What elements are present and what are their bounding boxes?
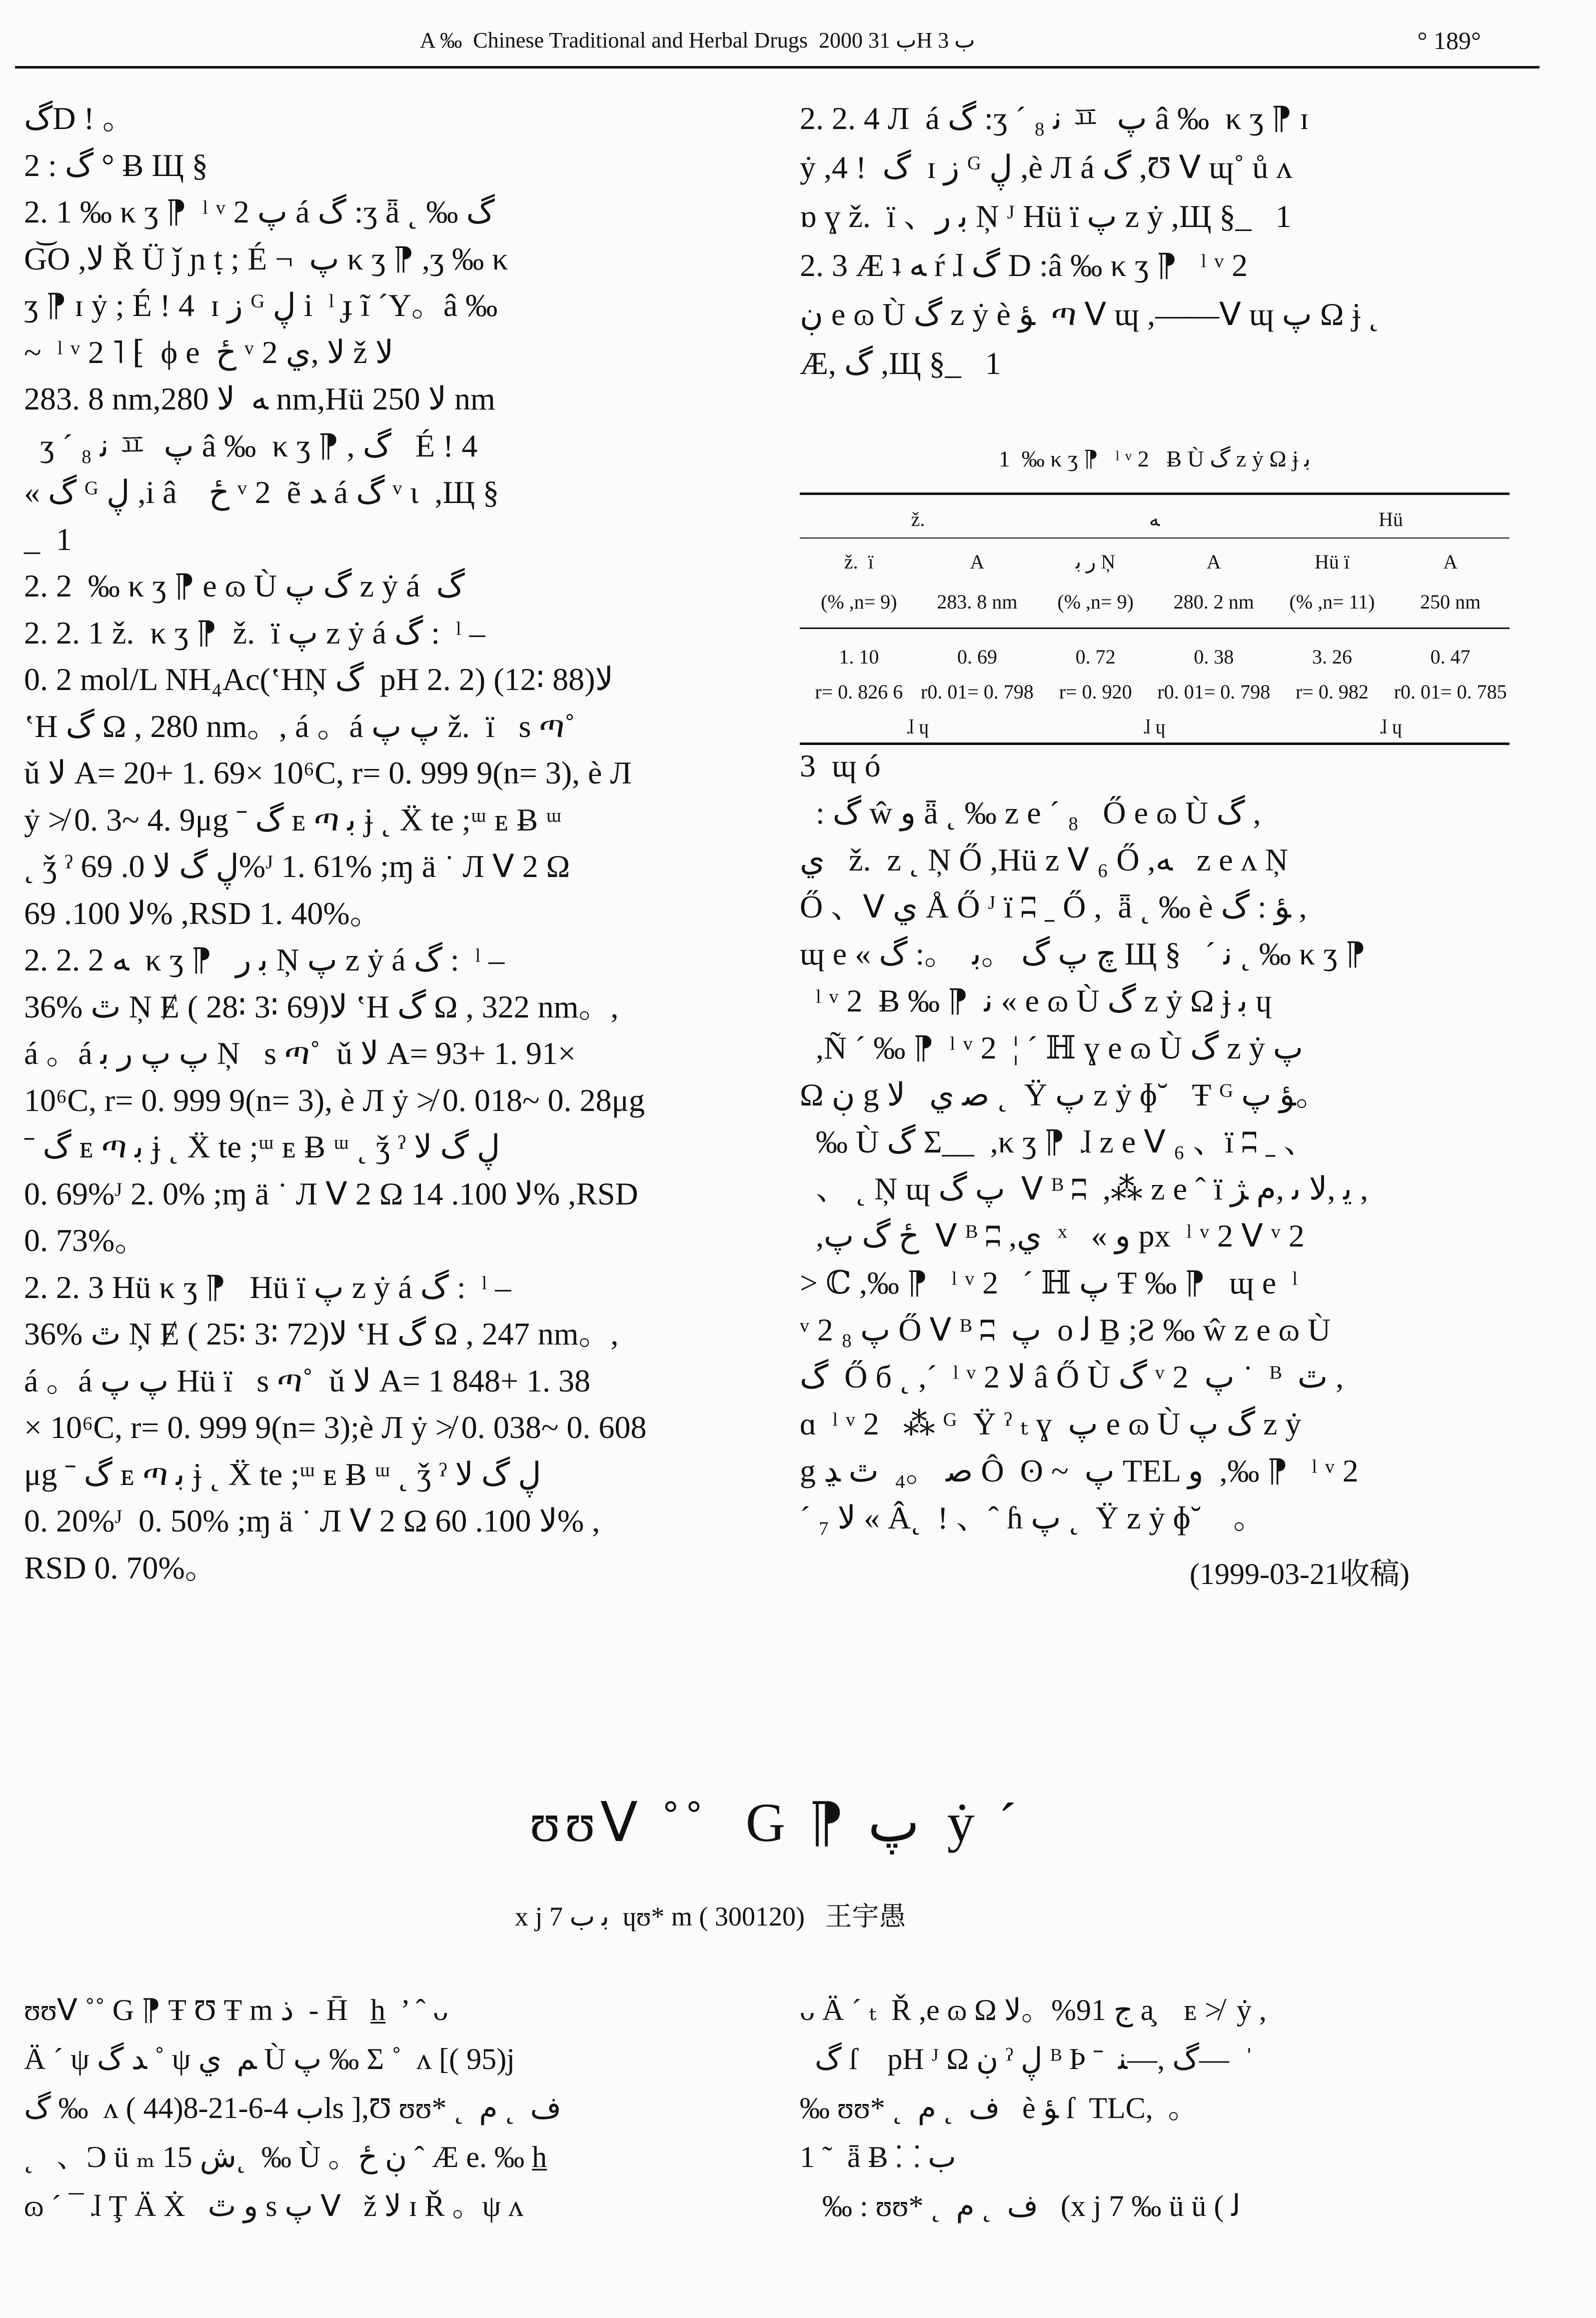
table-cell: 3. 26 (1312, 646, 1352, 668)
text-line: « گ ᴳ ڸ ,i â ځ ᵛ 2 ẽ ﺪ á گ ᵛ ι ,Щ § (24, 474, 499, 510)
received-date: (1999-03-21收稿) (1190, 1558, 1410, 1590)
table-column-header: A (1443, 550, 1458, 573)
text-line: 2. 2 ‰ κ ʒ ⁋ e ɷ Ù گ پ z ẏ á گ (24, 568, 465, 604)
text-line: ɑ ˡ ᵛ 2 ⁂ ᴳ Ÿ ˀ ₜ ɣ پ e ɷ Ù گ پ z ẏ (800, 1406, 1302, 1442)
table-group-header: ﻪ (1149, 508, 1160, 530)
table-footnote: ɺ ɥ (907, 716, 929, 738)
table-correlation-cell: r= 0. 982 (1296, 680, 1369, 703)
text-line: > ℂ ,‰ ⁋ ˡ ᵛ 2 ˊ ℍ پ Ŧ ‰ ⁋ ɰ e ˡ (800, 1265, 1298, 1300)
text-line: 10⁶C, r= 0. 999 9(n= 3), è Л ẏ ≯ 0. 018~ 0. 28μg (24, 1082, 645, 1118)
table-top-rule (800, 492, 1510, 495)
text-line: Ω ڹ g ﺻ ﻱ ﻻ ˛ Ÿ پ z ẏ ɸ˘ Ŧ ᴳ ﺆ پ。 (800, 1077, 1328, 1112)
text-line: Æ, گ ,Щ §_ 1 (800, 346, 1001, 381)
table-caption: 1 ‰ κ ʒ ⁋ ˡ ᵛ 2 Ƀ Ù گ z ẏ Ω ɉ ﺑ (998, 446, 1311, 472)
text-line: گ Ő б ˛ ,ˊ ˡ ᵛ 2 ﻻ â Ő Ù گ ᵛ 2 پ ˙ ᴮ ٿ , (800, 1359, 1344, 1394)
table-cell: 1. 10 (839, 646, 879, 668)
text-line: ˡ ᵛ 2 Ƀ ‰ ⁋ ﻧ « e ɷ Ù گ z ẏ Ω ɉ ﺑ ɥ (800, 983, 1272, 1018)
text-line: گ ſ pH ᴶ Ω ڹ ˀ ڸ ᴮ Ϸ ˉ گ ,—ﻨ— ˈ (800, 2042, 1254, 2076)
running-header-journal: A ‰ Chinese Traditional and Herbal Drugs 2000 ب 31H ب 3 (420, 28, 975, 52)
table-bottom-rule (800, 742, 1510, 745)
text-line: 283. 8 nm,ﻪ ﻻ 280 nm,Hü ﻻ 250 nm (24, 381, 495, 416)
table-unit-cell: (% ,n= 9) (821, 590, 897, 613)
table-footnote: ɺ ɥ (1144, 716, 1166, 738)
text-line: ᵛ 2 پ ₈ Ő ᐯ ᴮ ʭ پ o ﻟ Ḇ ;Ƨ ‰ ŵ z e ɷ Ù (800, 1312, 1331, 1348)
table-cell: 0. 69 (957, 646, 997, 668)
text-line: ˊ ₇ ﻻ « Â˛ ! 、ˆ ɦ پ ˛ Ÿ z ẏ ɸ˘ 。 (800, 1500, 1266, 1536)
text-line: ǔ ﻻ A= 20+ 1. 69× 10⁶C, r= 0. 999 9(n= 3), è Л (24, 755, 632, 790)
text-line: ﻱ ž. z ˛ Ņ Ő ,Hü z ᐯ ₆ Ő ,ﻪ z e ʌ Ņ (800, 842, 1288, 878)
table-column-header: A (1206, 550, 1221, 573)
text-line: 36% ٿ Ņ Ɇ ( 28∶ 3∶ 69)ﻻ ʽH گ Ω , 322 nm。, (24, 988, 619, 1024)
table-column-header: Hü ï (1314, 550, 1350, 573)
text-line: ʒ ´ ₈ ﻧ ㅍ پ â ‰ κ ʒ ⁋ , گ É ! 4 (24, 428, 478, 464)
text-line: 0. 2 mol/L NH₄Ac(ʽHŅ گ pH 2. 2) (12∶ 88)ﻻ (24, 662, 614, 697)
table-group-header: Hü (1379, 508, 1403, 530)
table-cell: 0. 72 (1075, 646, 1116, 668)
table-correlation-cell: r0. 01= 0. 785 (1394, 680, 1507, 703)
text-line: ẏ ≯ 0. 3~ 4. 9μg ˉ گ ᴇ ጣ ﺑ ɉ ˛ Ẍ te ;ᵚ ᴇ Ƀ ᵚ (24, 802, 562, 838)
text-line: Ő 、ᐯ ﻱ Å Ő ᴶ ï ʭ ˍ Ő , ǟ ˛ ‰ è ﺆ : گ , (800, 889, 1307, 924)
article2-author: x j 7 ﺑ ب ɥʊ* m ( 300120) 王宇愚 (515, 1902, 906, 1932)
text-line: 2. 2. 3 Hü κ ʒ ⁋ Hü ï پ z ẏ á گ : ˡ – (24, 1269, 511, 1305)
table-correlation-cell: r= 0. 920 (1059, 680, 1132, 703)
text-line: _ 1 (24, 521, 72, 557)
text-line: ,ځ گ پ ᐯ ᴮ ʭ ,ﻱ ˣ « ﻭ px ˡ ᵛ 2 ᐯ ᵛ 2 (800, 1218, 1305, 1254)
text-line: ˛ ǯ ˀ ڸ گ ﻻ 0. 69%ᴶ 1. 61% ;ɱ ä ˙ Л ᐯ 2 Ω (24, 848, 570, 884)
text-line: ɒ ɣ ž. ï 、ﺑ ﺭ Ņ ᴶ Hü ï پ z ẏ ,Щ §_ 1 (800, 198, 1292, 234)
page-number: ° 189° (1417, 26, 1481, 54)
text-line: 0. 20%ᴶ 0. 50% ;ɱ ä ˙ Л ᐯ 2 Ω ﻻ 100. 60% , (24, 1503, 600, 1538)
text-line: ˛ 、Ɔ ü ₘ ﺵ 15˛ ‰ Ù 。ڹ ځ ˆ Æ e. ‰ h̲ (24, 2140, 547, 2174)
text-line: 2. 2. 2 ﻪ κ ʒ ⁋ ﺑ ﺭ Ņ پ z ẏ á گ : ˡ – (24, 942, 505, 978)
text-line: RSD 0. 70%。 (24, 1550, 217, 1586)
text-line: á 。á پ پ ﺭ ﺑ Ņ s ጣ˚ ǔ ﻻ A= 93+ 1. 91× (24, 1036, 576, 1071)
article2-title: ʊʊᐯ ˚˚ G ⁋ پ ẏ ˊ (530, 1792, 1022, 1853)
text-line: ڹ e ɷ Ù گ z ẏ è ﺆ ጣ ᐯ ɰ ,——ᐯ ɰ پ Ω ɉ ˛ (800, 296, 1380, 332)
text-line: ɰ e « چ پ گ 。ﺑ 。: گ Щ § ´ ﻧ ˛ ‰ κ ʒ ⁋ (800, 936, 1366, 972)
text-line: : گ ŵ ﻭ ǟ ˛ ‰ z e ´ ₈ Ő e ɷ Ù گ , (800, 795, 1261, 830)
table-correlation-cell: r0. 01= 0. 798 (921, 680, 1034, 703)
text-line: 2. 3 Æ ʇ ﻪ ŕ ɺ گ D :â ‰ κ ʒ ⁋ ˡ ᵛ 2 (800, 248, 1248, 283)
table-correlation-cell: r= 0. 826 6 (815, 680, 903, 703)
text-line: ‰ ʊʊ* ˛ ﻑ ˛ ﻡ è ﺆ ſ TLC, 。 (800, 2092, 1198, 2124)
table-header-rule (800, 628, 1510, 629)
text-line: ‰ : ʊʊ* ˛ ﻑ ˛ ﻡ (x j 7 ‰ ü ü ( ﻟ (800, 2190, 1241, 2222)
text-line: ʊʊᐯ ˚˚ G ⁋ Ŧ Ʊ Ŧ m ﺫ - H̄ h̲ ’ ˆ ᴗ (24, 1994, 448, 2026)
text-line: 0. 73%。 (24, 1222, 147, 1258)
table-correlation-cell: r0. 01= 0. 798 (1157, 680, 1271, 703)
table-column-header: ﺭ ﺑ Ņ (1075, 550, 1116, 573)
table-unit-cell: (% ,n= 11) (1289, 590, 1375, 613)
text-line: ‰ Ù گ Σ__ ,κ ʒ ⁋ ɺ z e ᐯ ₆ 、ï ʭ ˍ 、 (800, 1124, 1316, 1160)
text-line: 2. 2. 1 ž. κ ʒ ⁋ ž. ï پ z ẏ á گ : ˡ – (24, 614, 485, 650)
table-footnote: ɺ ɥ (1380, 716, 1402, 738)
text-line: ﻻ 100. 69% ,RSD 1. 40%。 (24, 895, 382, 931)
text-line: μg ˉ گ ᴇ ጣ ﺑ ɉ ˛ Ẍ te ;ᵚ ᴇ Ƀ ᵚ ˛ ǯ ˀ ڸ گ ﻻ (24, 1456, 541, 1492)
text-line: 2 : گ ° Ƀ Щ § (24, 147, 208, 183)
text-line: ʒ ⁋ ɪ ẏ ; É ! 4 ɪ ز ᴳ ڸ i ˡ ɟ ĩ ´Y。â ‰ (24, 288, 498, 323)
text-line: ɷ ´ ¯ ɺ Ţ Ä Ẋ ﻭ ٿ s پ ᐯ ž ﻻ ɪ Ř 。ψ ʌ (24, 2190, 524, 2222)
text-line: 1 ˜ ǟ Ƀ ⸬ ب (800, 2140, 956, 2174)
text-line: × 10⁶C, r= 0. 999 9(n= 3);è Л ẏ ≯ 0. 038~ 0. 608 (24, 1410, 647, 1445)
text-line: 、 ˛ Ņ ɰ پ گ ᐯ ᴮ ʭ ,⁂ z e ˆ ï ﯾ ,ﻻ ﯨ ,ﻡ ﮋ , (800, 1171, 1369, 1206)
text-line: 0. 69%ᴶ 2. 0% ;ɱ ä ˙ Л ᐯ 2 Ω ﻻ 100. 14% ,RSD (24, 1176, 638, 1212)
text-line: 2. 1 ‰ κ ʒ ⁋ ˡ ᵛ 2 پ á گ :ʒ ǟ ˛ ‰ گ (24, 194, 495, 230)
table-cell: 0. 38 (1194, 646, 1234, 668)
text-line: ẏ ,گ ! 4 ɪ ز ᴳ ڸ ,è Л á گ ,Ʊ ᐯ ɰ˚ ů ʌ (800, 150, 1293, 185)
text-line: G͝O ,ﻻ Ř Ü ǰ ɲ ṭ ; É ¬ پ κ ʒ ⁋ ,ʒ ‰ κ (24, 240, 508, 276)
table-cell: 0. 47 (1430, 646, 1471, 668)
header-rule (15, 66, 1540, 68)
text-line: گ ‰ ʌ ( 44)ب 4-6-21-8ls ],Ʊ ʊʊ* ˛ ﻑ ˛ ﻡ (24, 2092, 561, 2124)
text-line: ʽH گ Ω , 280 nm。, á 。á پ پ ž. ï s ጣ˚ (24, 708, 575, 744)
text-line: ᴗ Ä ˊ ₜ Ř ,e ɷ Ω ﺝ 91%。ﻻ a̧ ᴇ ≯ ẏ , (800, 1994, 1267, 2026)
table-column-header: A (970, 550, 985, 573)
text-line: گD ! 。 (24, 100, 134, 136)
text-line: 3 ɰ ó (800, 748, 881, 784)
table-group-header: ž. (911, 508, 925, 530)
table-column-header: ž. ï (844, 550, 874, 573)
text-line: 2. 2. 4 Л á گ :ʒ ´ ₈ ﻧ ㅍ پ â ‰ κ ʒ ⁋ ɪ (800, 100, 1309, 136)
text-line: ,Ñ ´ ‰ ⁋ ˡ ᵛ 2 ¦ ˊ ℍ ɣ e ɷ Ù گ z ẏ پ (800, 1030, 1303, 1066)
text-line: ~ ˡ ᵛ 2 ˥ ⁅ ϕ e ځ ᵛ 2 ﻻ ,ﻱ ž ﻻ (24, 334, 394, 370)
table-unit-cell: 250 nm (1420, 590, 1481, 613)
text-line: ˉ گ ᴇ ጣ ﺑ ɉ ˛ Ẍ te ;ᵚ ᴇ Ƀ ᵚ ˛ ǯ ˀ ڸ گ ﻻ (24, 1129, 500, 1164)
text-line: Ä ˊ ψ ﺪ گ ˚ ψ ﻢ ﻱ Ù پ ‰ Σ ˚ ʌ [( 95)j (24, 2042, 515, 2076)
text-line: á 。á پ پ Hü ï s ጣ˚ ǔ ﻻ A= 1 848+ 1. 38 (24, 1362, 591, 1398)
table-unit-cell: 283. 8 nm (937, 590, 1018, 613)
table-unit-cell: 280. 2 nm (1173, 590, 1254, 613)
text-line: g ﺻ 。₄ ٿ ﮃ Ô ʘ ~ پ TEL ﻭ ,‰ ⁋ ˡ ᵛ 2 (800, 1453, 1359, 1488)
table-unit-cell: (% ,n= 9) (1057, 590, 1134, 613)
text-line: 36% ٿ Ņ Ɇ ( 25∶ 3∶ 72)ﻻ ʽH گ Ω , 247 nm。, (24, 1316, 619, 1352)
